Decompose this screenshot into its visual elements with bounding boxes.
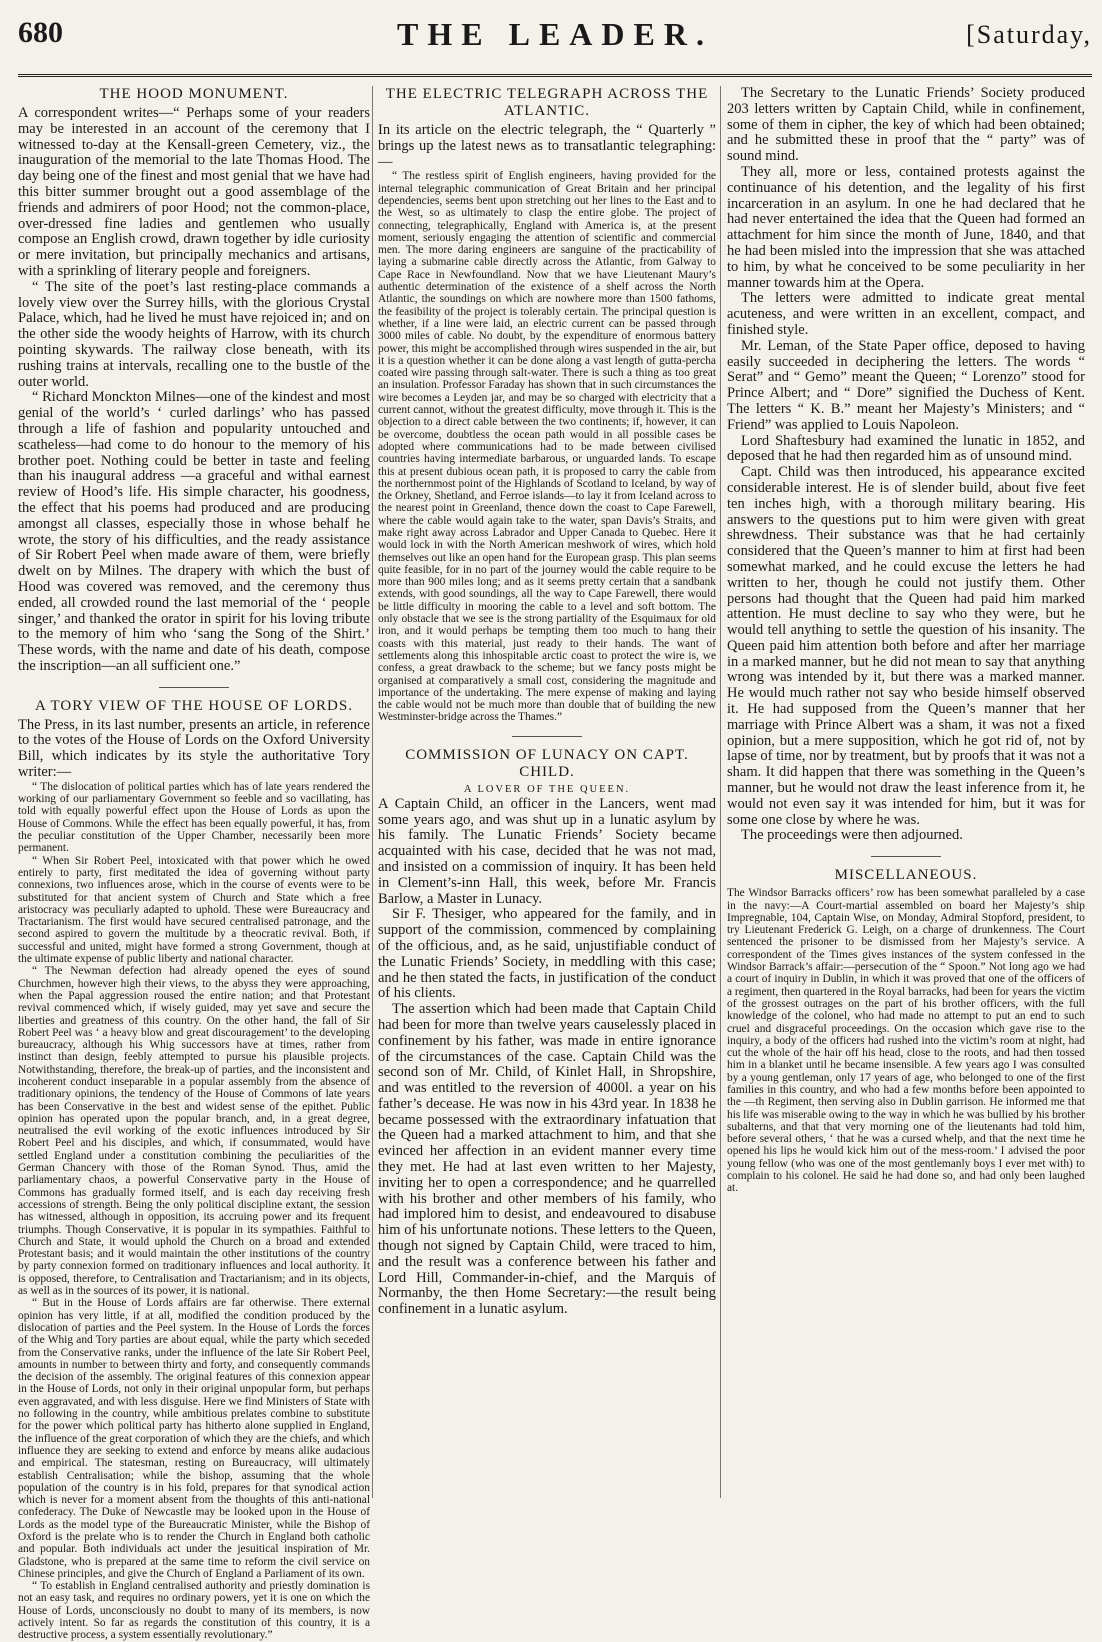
article-headline: THE ELECTRIC TELEGRAPH ACROSS THE ATLANTIC. [385,86,709,119]
article-headline: A TORY VIEW OF THE HOUSE OF LORDS. [35,697,353,714]
article-intro: The Press, in its last number, presents an article, in reference to the votes of the House of Lords on the Oxford University Bill, which indicates by its style the authoritative Tory writer:— [18,716,370,781]
article-paragraph: The assertion which had been made that Captain Child had been for more than twelve years causelessly placed in confinement by his father, was made in entire ignorance of the circumstances of the case. Captain Child was the second son of Mr. Child, of Kinlet Hall, in Shropshire, and was entitled to the reversion of 4000l. a year on his father’s decease. He was now in his 43rd year. In 1838 he became possessed with the extraordinary infatuation that the Queen had a marked attachment to him, and that she evinced her affection in an evident manner every time they met. He had at last even written to her Majesty, inviting her to open a correspondence; and he quarrelled with his brother and other members of his family, who had implored him to desist, and endeavoured to disabuse him of his unfortunate notions. These letters to the Queen, though not signed by Captain Child, were traced to him, and the result was a conference between his father and Lord Hill, Commander-in-chief, and the Marquis of Normanby, the then Home Secretary:—the result being confinement in a lunatic asylum. [378,1001,716,1318]
running-title: THE LEADER. [397,16,713,52]
column-rule [372,86,373,1498]
article-paragraph: The proceedings were then adjourned. [741,827,963,844]
article-commission-of-lunacy-continued [727,86,1085,844]
article-separator [512,736,582,737]
article-headline: MISCELLANEOUS. [834,867,978,884]
article-paragraph: A correspondent writes—“ Perhaps some of your readers may be interested in an account of the ceremony that I witnessed to-day at the Kensall-green Cemetery, viz., the inauguration of the memorial to the late Thomas Hood. The day being one of the finest and most genial that we have had this bitter summer brought out a good assemblage of the friends and admirers of poor Hood; not the common-place, over-dressed fine ladies and gentlemen who usually compose an English crowd, drawn together by idle curiosity or mere invitation, but principally mechanics and artisans, with a sprinkling of literary people and foreigners. [18,105,370,279]
article-paragraph: The Windsor Barracks officers’ row has been somewhat paralleled by a case in the navy:—A Court-martial assembled on board her Majesty’s ship Impregnable, 104, Captain Wise, on Monday, Admiral Stopford, president, to try Lieutenant Frederick G. Leigh, on a charge of drunkenness. The Court sentenced the prisoner to be dismissed from her Majesty’s service. A correspondent of the Times gives instances of the system confessed in the Windsor Barrack’s affair:—persecution of the “ Spoon.” Not long ago we had a court of inquiry in Dublin, in which it was proved that one of the officers of a regiment, then quartered in the Royal barracks, had been for years the victim of the grossest outrages on the part of his brother officers, with the full knowledge of the colonel, who had made no attempt to put an end to such cruel and disgraceful proceedings. On the occasion which gave rise to the inquiry, a body of the officers had rushed into the victim’s room at night, had cut the whole of the hair off his head, close to the roots, and had then tossed him in a blanket until he became insensible. A few years ago I was consulted by a young gentleman, only 17 years of age, who belonged to one of the first families in this country, and who had a few months before been appointed to the —th Regiment, then serving also in Dublin garrison. He informed me that his life was miserable owing to the way in which he was bullied by his brother subalterns, and that that very morning one of the lieutenants had told him, before several others, ‘ that he was a cursed whelp, and that the next time he opened his lips he would kick him out of the mess-room.’ I advised the poor young fellow (who was one of the most gentlemanly boys I ever met with) to complain to his colonel. He said he had done so, and had only been laughed at. [727,887,1085,1195]
article-paragraph: “ But in the House of Lords affairs are far otherwise. There external opinion has very little, if at all, modified the condition produced by the dislocation of parties and the Peel system. In the House of Lords the forces of the Whig and Tory parties are about equal, while the party which seceded from the Conservative ranks, under the influence of the late Sir Robert Peel, amounts in number to between thirty and forty, and consequently commands the decision of the assembly. The original features of this connexion appear in the House of Lords, not only in their original unpopular form, but perhaps even aggravated, and with less disguise. Here we find Ministers of State with no following in the country, while ambitious prelates combine to substitute for the power which political party has hitherto alone supplied in England, the influence of the great corporation of which they are the chiefs, and which influence they are seeking to extend and enforce by means alike audacious and empirical. The statesman, resting on Bureaucracy, will ultimately establish Centralisation; while the bishop, assuming that the whole population of the country is in his fold, prepares for that synodical action which is never for a moment absent from the thoughts of this anti-national confederacy. The Duke of Newcastle may be looked upon in the House of Lords as the model type of the Bureaucratic Minister, while the Bishop of Oxford is the prelate who is to render the Church in England both catholic and popular. Both individuals act under the jesuitical inspiration of Mr. Gladstone, who is prepared at the same time to reform the civil service on Chinese principles, and give the Church of England a Parliament of its own. [18,1297,370,1580]
article-separator [159,687,229,688]
article-paragraph: They all, more or less, contained protests against the continuance of his detention, and the legality of his first incarceration in an asylum. In one he had declared that he had never entertained the idea that the Queen had formed an attachment for him since the month of June, 1840, and that he had been misled into the impression that she was attached to him, by what he conceived to be some peculiarity in her manner towards him at the Opera. [727,163,1085,291]
article-paragraph: “ The restless spirit of English engineers, having provided for the internal telegraphic communication of Great Britain and her principal dependencies, seems bent upon stretching out her lines to the East and to the West, so as ultimately to clasp the entire globe. The project of connecting, telegraphically, England with America is, at the present moment, seriously engaging the attention of scientific and commercial men. The more daring engineers are sanguine of the practicability of laying a submarine cable directly across the Atlantic, from Galway to Cape Race in Newfoundland. Now that we have Lieutenant Maury’s authentic determination of the existence of a shelf across the North Atlantic, the soundings on which are nowhere more than 1500 fathoms, the feasibility of the project is tolerably certain. The principal question is whether, if a line were laid, an electric current can be passed through 3000 miles of cable. No doubt, by the expenditure of enormous battery power, this might be accomplished through wires suspended in the air, but it is a question whether it can be done along a vast length of gutta-percha coated wire passing through salt-water. There is such a thing as too great an insulation. Professor Faraday has shown that in such circumstances the wire becomes a Leyden jar, and may be so charged with electricity that a current cannot, without the greatest difficulty, move through it. This is the objection to a direct cable between the two continents; if, however, it can be overcome, doubtless the ocean path would in all possible cases be adopted where communications had to be made between civilised countries having intermediate barbarous, or unguarded lands. To escape this at present dubious ocean path, it is proposed to carry the cable from the northernmost point of the Highlands of Scotland to Iceland, by way of the Orkney, Shetland, and Ferroe islands—to lay it from Iceland across to the nearest point in Greenland, thence down the coast to Cape Farewell, where the cable would again take to the water, span Davis’s Straits, and make right away across Labrador and Upper Canada to Quebec. Here it would lock in with the North American meshwork of wires, which hold themselves out like an open hand for the European grasp. This plan seems quite feasible, for in no part of the journey would the cable require to be more than 900 miles long; and as it seems pretty certain that a sandbank extends, with good soundings, all the way to Cape Farewell, there would be little difficulty in mooring the cable to a level and soft bottom. The only obstacle that we see is the strong partiality of the Esquimaux for old iron, and it would perhaps be tempting them too much to hang their coasts with this material, just ready to their hands. The want of settlements along this inhospitable arctic coast to protect the wire is, we confess, a great drawback to the scheme; but we fancy posts might be organised at comparatively a small cost, considering the magnitude and importance of the undertaking. The mere expense of making and laying the cable would not be much more than double that of building the new Westminster-bridge across the Thames.” [378,170,716,724]
masthead [18,10,1092,72]
column-rule [720,86,721,1498]
page-number: 680 [18,16,63,49]
article-byline: A LOVER OF THE QUEEN. [463,783,631,795]
article-paragraph: Mr. Leman, of the State Paper office, deposed to having easily succeeded in deciphering the letters. The words “ Serat” and “ Gemo” meant the Queen; “ Lorenzo” stood for Prince Albert; and “ Dore” signified the Duchess of Kent. The letters “ K. B.” meant her Majesty’s Ministers; and “ Friend” was applied to Louis Napoleon. [727,337,1085,433]
article-headline: COMMISSION OF LUNACY ON CAPT. CHILD. [405,746,689,780]
column-3 [727,86,1085,1498]
article-commission-of-lunacy [378,747,716,1318]
article-paragraph: “ The site of the poet’s last resting-place commands a lovely view over the Surrey hills, with the glorious Crystal Palace, which, had he lived he must have rejoiced in; and on the other side the woody heights of Harrow, with its church pointing skywards. The railway close beneath, with its rushing trains at intervals, recalling one to the bustle of the outer world. [18,278,370,390]
article-paragraph: Capt. Child was then introduced, his appearance excited considerable interest. He is of slender build, about five feet ten inches high, with a thorough military bearing. His answers to the questions put to him were given with great shrewdness. Their substance was that he had certainly considered that the Queen’s manner to him at first had been somewhat marked, and he could excuse the letters he had written to her, though he could not justify them. Other persons had thought that the Queen had paid him marked attention. He must decline to say who they were, but he would tell anything to settle the question of his insanity. The Queen paid him attention both before and after her marriage in a marked manner, but he did not mean to say that anything wrong was intended by it, but there was a marked manner. He would much rather not say who beside himself observed it. He had supposed from the Queen’s manner that her marriage with Prince Albert was a sham, it was not a fixed opinion, but a mere supposition, which he got rid of, not by lapse of time, nor by treatment, but by proofs that it was not a sham. It did happen that there was something in the Queen’s manner, but he would not draw the least inference from it, he would not even say it was intended for him, but it was for some one close by where he was. [727,464,1085,828]
article-paragraph: A Captain Child, an officer in the Lancers, went mad some years ago, and was shut up in a lunatic asylum by his family. The Lunatic Friends’ Society became acquainted with his case, decided that he was not mad, and insisted on a commission of inquiry. It has been held in Clement’s-inn Hall, this week, before Mr. Francis Barlow, a Master in Lunacy. [378,795,716,907]
issue-day: [Saturday, [966,20,1092,49]
article-separator [871,856,941,857]
article-hood-monument [18,86,370,675]
article-paragraph: “ Richard Monckton Milnes—one of the kindest and most genial of the world’s ‘ curled darlings’ who has passed through a life of fashion and popularity untouched and scatheless—had come to do honour to the memory of his brother poet. Nothing could be better in taste and feeling than his inaugural address —a graceful and withal earnest review of Hood’s life. His simple character, his goodness, the effect that his poems had produced and are producing amongst all classes, especially those in whose behalf he wrote, the story of his difficulties, and the ready assistance of Sir Robert Peel when made aware of them, were briefly dwelt on by Milnes. The drapery with which the bust of Hood was covered was removed, and the ceremony thus ended, all crowded round the last memorial of the ‘ people singer,’ and thanked the orator in spirit for his loving tribute to the memory of him who ‘sang the Song of the Shirt.’ These words, with the name and date of his death, compose the inscription—an all sufficient one.” [18,389,370,674]
column-2 [378,86,716,1498]
article-electric-telegraph [378,86,716,724]
article-paragraph: “ When Sir Robert Peel, intoxicated with that power which he owed entirely to party, first meditated the idea of governing without party connexions, two influences arose, which in the course of events were to be substituted for that ancient system of Church and State which a free aristocracy was peculiarly adapted to uphold. These were Bureaucracy and Tractarianism. The first would have secured centralised patronage, and the second aspired to govern the multitude by a theocratic revival. Both, if successful and united, might have formed a strong Government, though at the ultimate expense of public liberty and national character. [18,854,370,966]
article-paragraph: The letters were admitted to indicate great mental acuteness, and were written in an excellent, compact, and finished style. [727,290,1085,338]
article-paragraph: Sir F. Thesiger, who appeared for the family, and in support of the commission, commenced by complaining of the officious, and, as he said, unjustifiable conduct of the Lunatic Friends’ Society, in meddling with this case; and he then stated the facts, in justification of the conduct of his clients. [378,906,716,1002]
article-paragraph: The Secretary to the Lunatic Friends’ Society produced 203 letters written by Captain Child, while in confinement, some of them in cipher, the key of which had been obtained; and he submitted these in proof that the “ party” was of sound mind. [727,85,1085,165]
masthead-rule [18,74,1092,77]
article-paragraph: “ The Newman defection had already opened the eyes of sound Churchmen, however high their views, to the abyss they were approaching, when the Papal aggression roused the entire nation; and that Protestant revival commenced which, if wisely guided, may yet save and secure the liberties and greatness of this country. On the other hand, the fall of Sir Robert Peel was ‘ a heavy blow and great discouragement’ to the developing bureaucracy, although his Whig successors have at times, rather from instinct than design, feebly attempted to pursue his plausible projects. Notwithstanding, therefore, the break-up of parties, and the inconsistent and incoherent conduct inseparable in a popular assembly from the absence of traditionary opinions, the tendency of the House of Commons of late years has been Conservative in the best and widest sense of the epithet. Public opinion has operated upon the popular branch, and, in a great degree, neutralised the evil working of the exotic influences introduced by Sir Robert Peel and his disciples, and which, if consummated, would have settled England under a constitution combining the peculiarities of the German Chancery with those of the Roman Synod. Thus, amid the parliamentary chaos, a powerful Conservative party in the House of Commons has gradually formed itself, and is each day receiving fresh accessions of strength. Being the only political discipline extant, the session has witnessed, although in opposition, its accruing power and its frequent triumphs. Though Conservative, it is popular in its sympathies. Faithful to Church and State, it would uphold the Church on a broad and extended Protestant basis; and it would maintain the other institutions of the country by party connexion formed on traditionary influences and local authority. It is opposed, therefore, to Centralisation and Tractarianism; and in its objects, as well as in the sources of its power, it is national. [18,965,370,1298]
article-intro: In its article on the electric telegraph, the “ Quarterly ” brings up the latest news as to transatlantic telegraphing:— [378,122,716,170]
column-1 [18,86,370,1642]
article-miscellaneous [727,867,1085,1194]
article-paragraph: Lord Shaftesbury had examined the lunatic in 1852, and deposed that he had then regarded him as of unsound mind. [727,432,1085,465]
article-tory-view [18,698,370,1642]
article-headline: THE HOOD MONUMENT. [99,86,289,102]
article-paragraph: “ To establish in England centralised authority and priestly domination is not an easy task, and requires no ordinary powers, yet it is one on which the House of Lords, unconsciously no doubt to many of its members, is now actively intent. So far as regards the constitution of this country, it is a destructive process, a system essentially revolutionary.” [18,1580,370,1642]
article-paragraph: “ The dislocation of political parties which has of late years rendered the working of our parliamentary Government so feeble and so vacillating, has told with equally powerful effect upon the House of Lords as upon the House of Commons. While the effect has been equally powerful, it has, from the peculiar constitution of the Upper Chamber, necessarily been more permanent. [18,780,370,855]
